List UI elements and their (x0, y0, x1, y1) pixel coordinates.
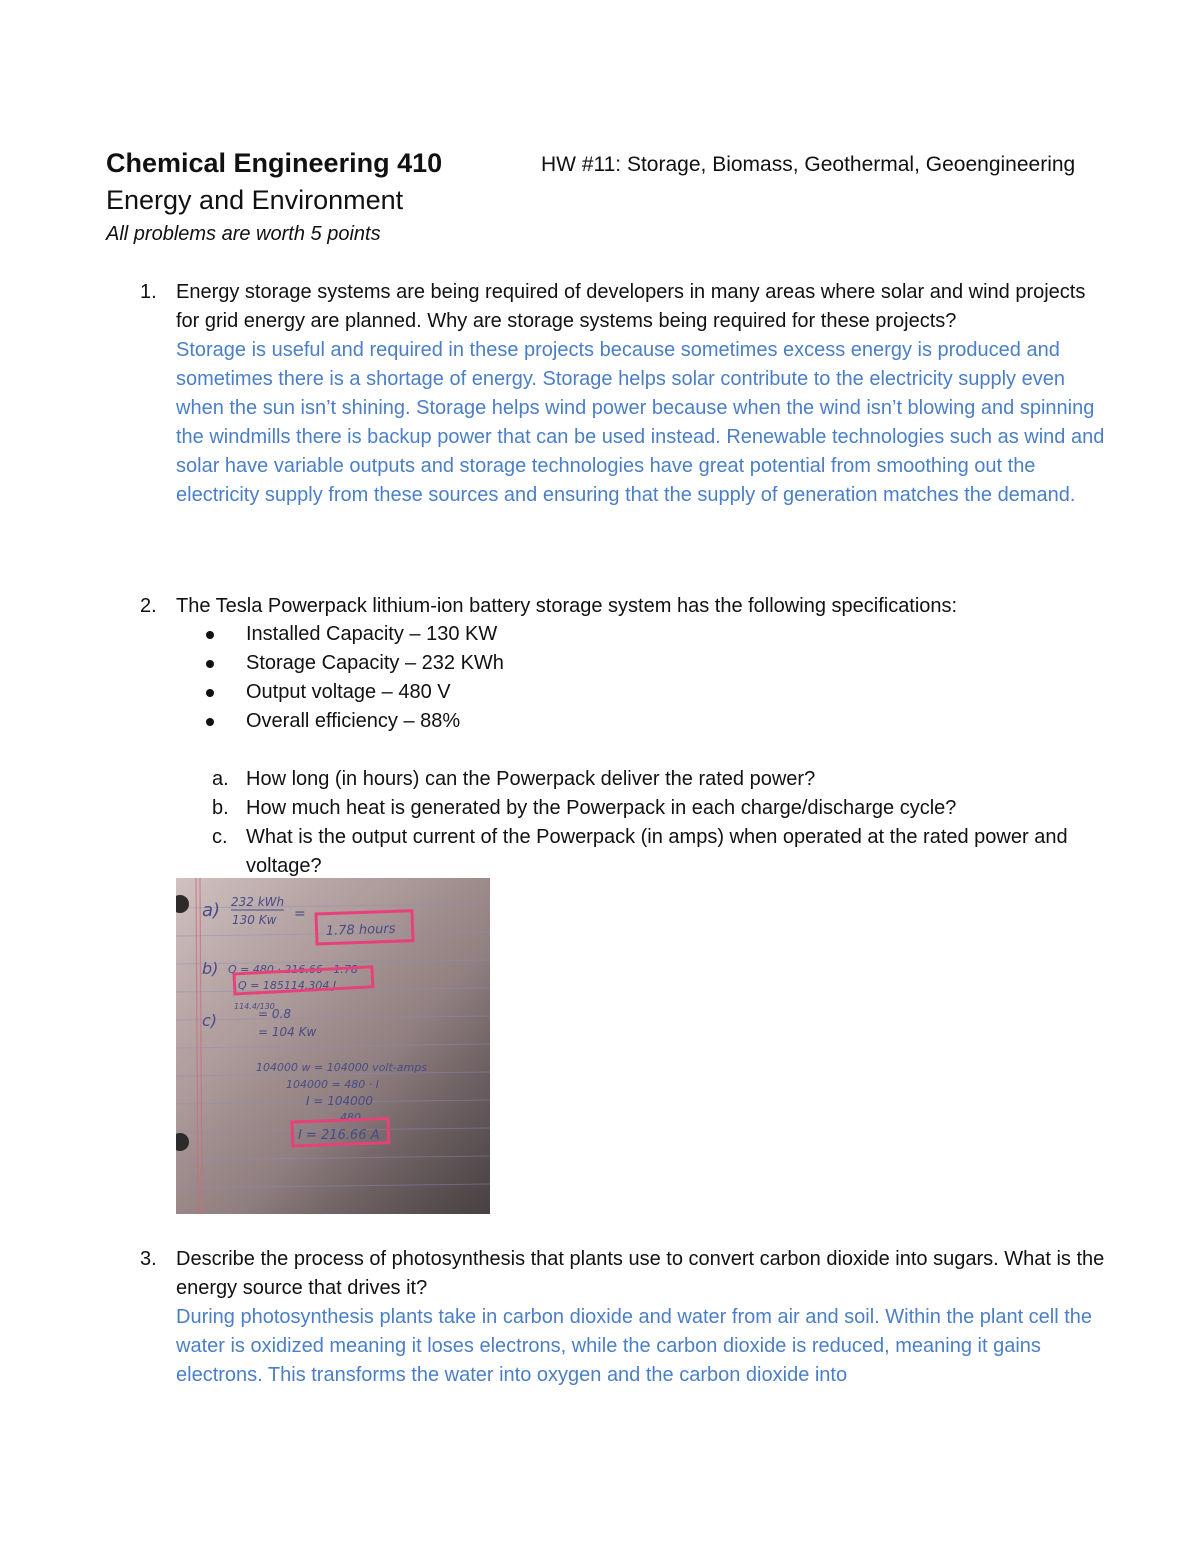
hw-a-result: 1.78 hours (325, 921, 396, 939)
hw-c-result: I = 216.66 A (298, 1128, 380, 1143)
question-3-answer: During photosynthesis plants take in carbon dioxide and water from air and soil. Within the plant cell the water is oxidized meaning it loses electrons, while the carbon dioxide is reduced, meaning it gains electrons. This transforms the water into oxygen and the carbon dioxide into (176, 1306, 1093, 1386)
bullet-icon (206, 660, 214, 668)
hw-a-label: a) (202, 900, 221, 921)
svg-text:=: = (294, 906, 306, 922)
spec-list (176, 620, 504, 736)
hw-a-bottom: 130 Kw (232, 913, 277, 927)
question-3-number: 3. (140, 1248, 157, 1270)
question-1 (176, 278, 1106, 510)
hw-b-label: b) (202, 959, 219, 978)
bullet-icon (206, 631, 214, 639)
question-2-number: 2. (140, 595, 157, 617)
handwritten-work-photo (176, 878, 490, 1214)
spec-item: Output voltage – 480 V (176, 678, 504, 707)
hw-b-line1: Q = 480 · 216.66 · 1.78 (228, 963, 358, 976)
course-title: Chemical Engineering 410 (106, 148, 443, 178)
bullet-icon (206, 689, 214, 697)
part-list (176, 765, 1076, 881)
spec-item: Overall efficiency – 88% (176, 707, 504, 736)
spec-item: Storage Capacity – 232 KWh (176, 649, 504, 678)
spec-item: Installed Capacity – 130 KW (176, 620, 504, 649)
points-note: All problems are worth 5 points (106, 223, 381, 245)
svg-text:114.4/130: 114.4/130 (234, 1002, 275, 1011)
hw-c-line5-top: I = 104000 (306, 1094, 374, 1108)
hw-c-line3: 104000 w = 104000 volt-amps (256, 1061, 427, 1074)
question-1-answer: Storage is useful and required in these projects because sometimes excess energy is produced and sometimes there is a shortage of energy. Storage helps solar contribute to the electricity supply even when the sun isn’t shining. Storage helps wind power because when the wind isn’t blowing and spinning the windmills there is backup power that can be used instead. Renewable technologies such as wind and solar have variable outputs and storage technologies have great potential from smoothing out the electricity supply from these sources and ensuring that the supply of generation matches the demand. (176, 339, 1105, 506)
hw-b-result: Q = 185114.304 J (238, 979, 337, 992)
question-3-prompt: Describe the process of photosynthesis that plants use to convert carbon dioxide into sugars. What is the energy source that drives it? (176, 1248, 1105, 1299)
part-item: b. How much heat is generated by the Powerpack in each charge/discharge cycle? (212, 797, 957, 819)
course-subtitle: Energy and Environment (106, 185, 404, 215)
question-1-number: 1. (140, 281, 157, 303)
question-2-prompt: The Tesla Powerpack lithium-ion battery storage system has the following specifications: (176, 595, 958, 617)
hw-c-line4: 104000 = 480 · I (286, 1078, 379, 1091)
hw-a-top: 232 kWh (231, 895, 285, 909)
hw-c-label: c) (202, 1011, 218, 1030)
question-3 (176, 1245, 1106, 1390)
hw-c-line5-bottom: 480 (340, 1111, 361, 1124)
question-1-prompt: Energy storage systems are being required of developers in many areas where solar and wind projects for grid energy are planned. Why are storage systems being required for these projects? (176, 281, 1086, 332)
hw-c-line1: = 0.8 (258, 1007, 291, 1021)
hw-title: HW #11: Storage, Biomass, Geothermal, Geoengineering (541, 153, 1076, 176)
hw-c-line2: = 104 Kw (258, 1025, 317, 1039)
bullet-icon (206, 718, 214, 726)
part-item: a. How long (in hours) can the Powerpack deliver the rated power? (212, 768, 816, 790)
part-item: c. What is the output current of the Powerpack (in amps) when operated at the rated power and voltage? (212, 826, 1068, 877)
